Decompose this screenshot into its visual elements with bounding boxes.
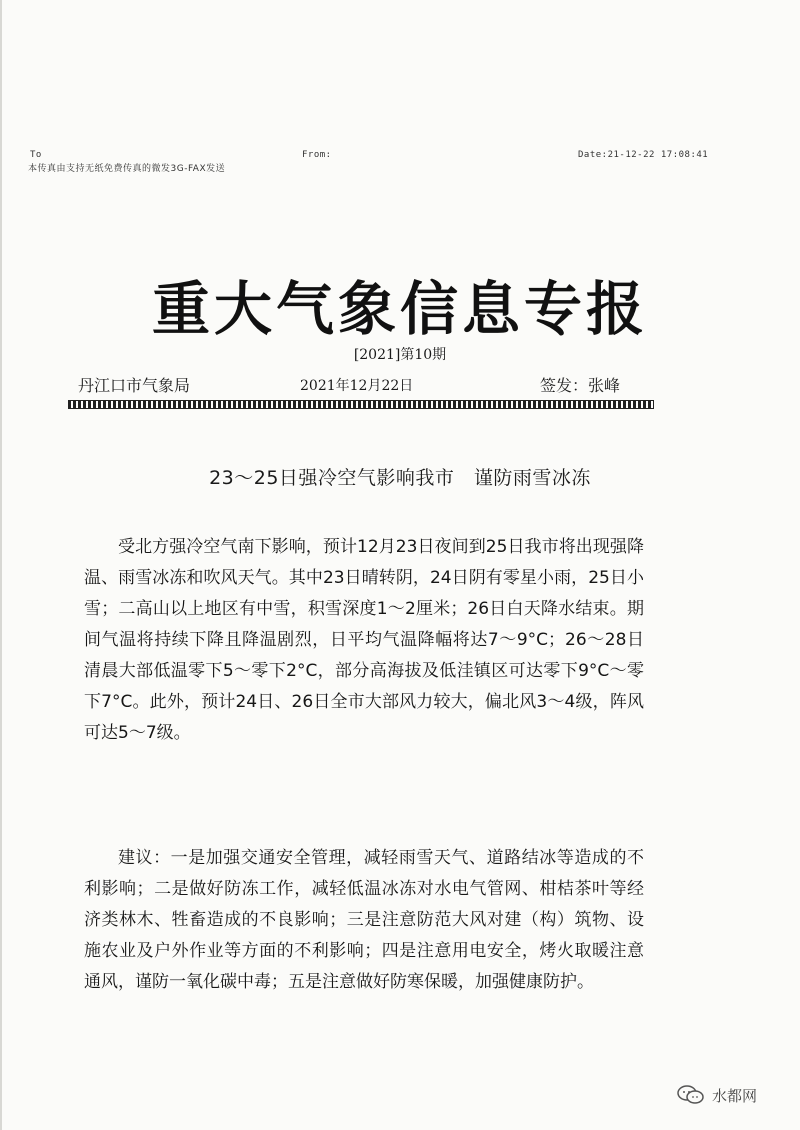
signer: 签发：张峰 <box>540 376 621 395</box>
fax-notice: 本传真由支持无纸免费传真的微发3G-FAX发送 <box>28 164 226 174</box>
fax-date: Date:21-12-22 17:08:41 <box>578 150 709 160</box>
document-title: 重大气象信息专报 <box>151 275 648 343</box>
wechat-icon <box>676 1084 706 1106</box>
body-paragraph-forecast: 受北方强冷空气南下影响，预计12月23日夜间到25日我市将出现强降温、雨雪冰冻和吹风天气。其中23日晴转阴，24日阴有零星小雨，25日小雪；二高山以上地区有中雪，积雪深度1～2厘米；26日白天降水结束。期间气温将持续下降且降温剧烈，日平均气温降幅将达7～9°C；26～28日清晨大部低温零下5～零下2°C，部分高海拔及低洼镇区可达零下9°C～零下7°C。此外，预计24日、26日全市大部风力较大，偏北风3～4级，阵风可达5～7级。 <box>84 537 644 743</box>
issuing-bureau: 丹江口市气象局 <box>78 376 191 395</box>
watermark <box>676 1084 757 1106</box>
watermark-text: 水都网 <box>712 1086 758 1105</box>
issue-number: [2021]第10期 <box>353 347 447 363</box>
fax-to-label: To <box>30 150 42 160</box>
article-subtitle: 23～25日强冷空气影响我市 谨防雨雪冰冻 <box>209 467 591 489</box>
fax-from-label: From: <box>302 150 332 160</box>
page-edge <box>0 0 2 1130</box>
body-paragraph-advice: 建议：一是加强交通安全管理，减轻雨雪天气、道路结冰等造成的不利影响；二是做好防冻工作，减轻低温冰冻对水电气管网、柑桔茶叶等经济类林木、牲畜造成的不良影响；三是注意防范大风对建（构）筑物、设施农业及户外作业等方面的不利影响；四是注意用电安全，烤火取暖注意通风，谨防一氧化碳中毒；五是注意做好防寒保暖，加强健康防护。 <box>84 848 644 992</box>
issue-date: 2021年12月22日 <box>300 378 414 394</box>
header-divider <box>68 400 654 409</box>
